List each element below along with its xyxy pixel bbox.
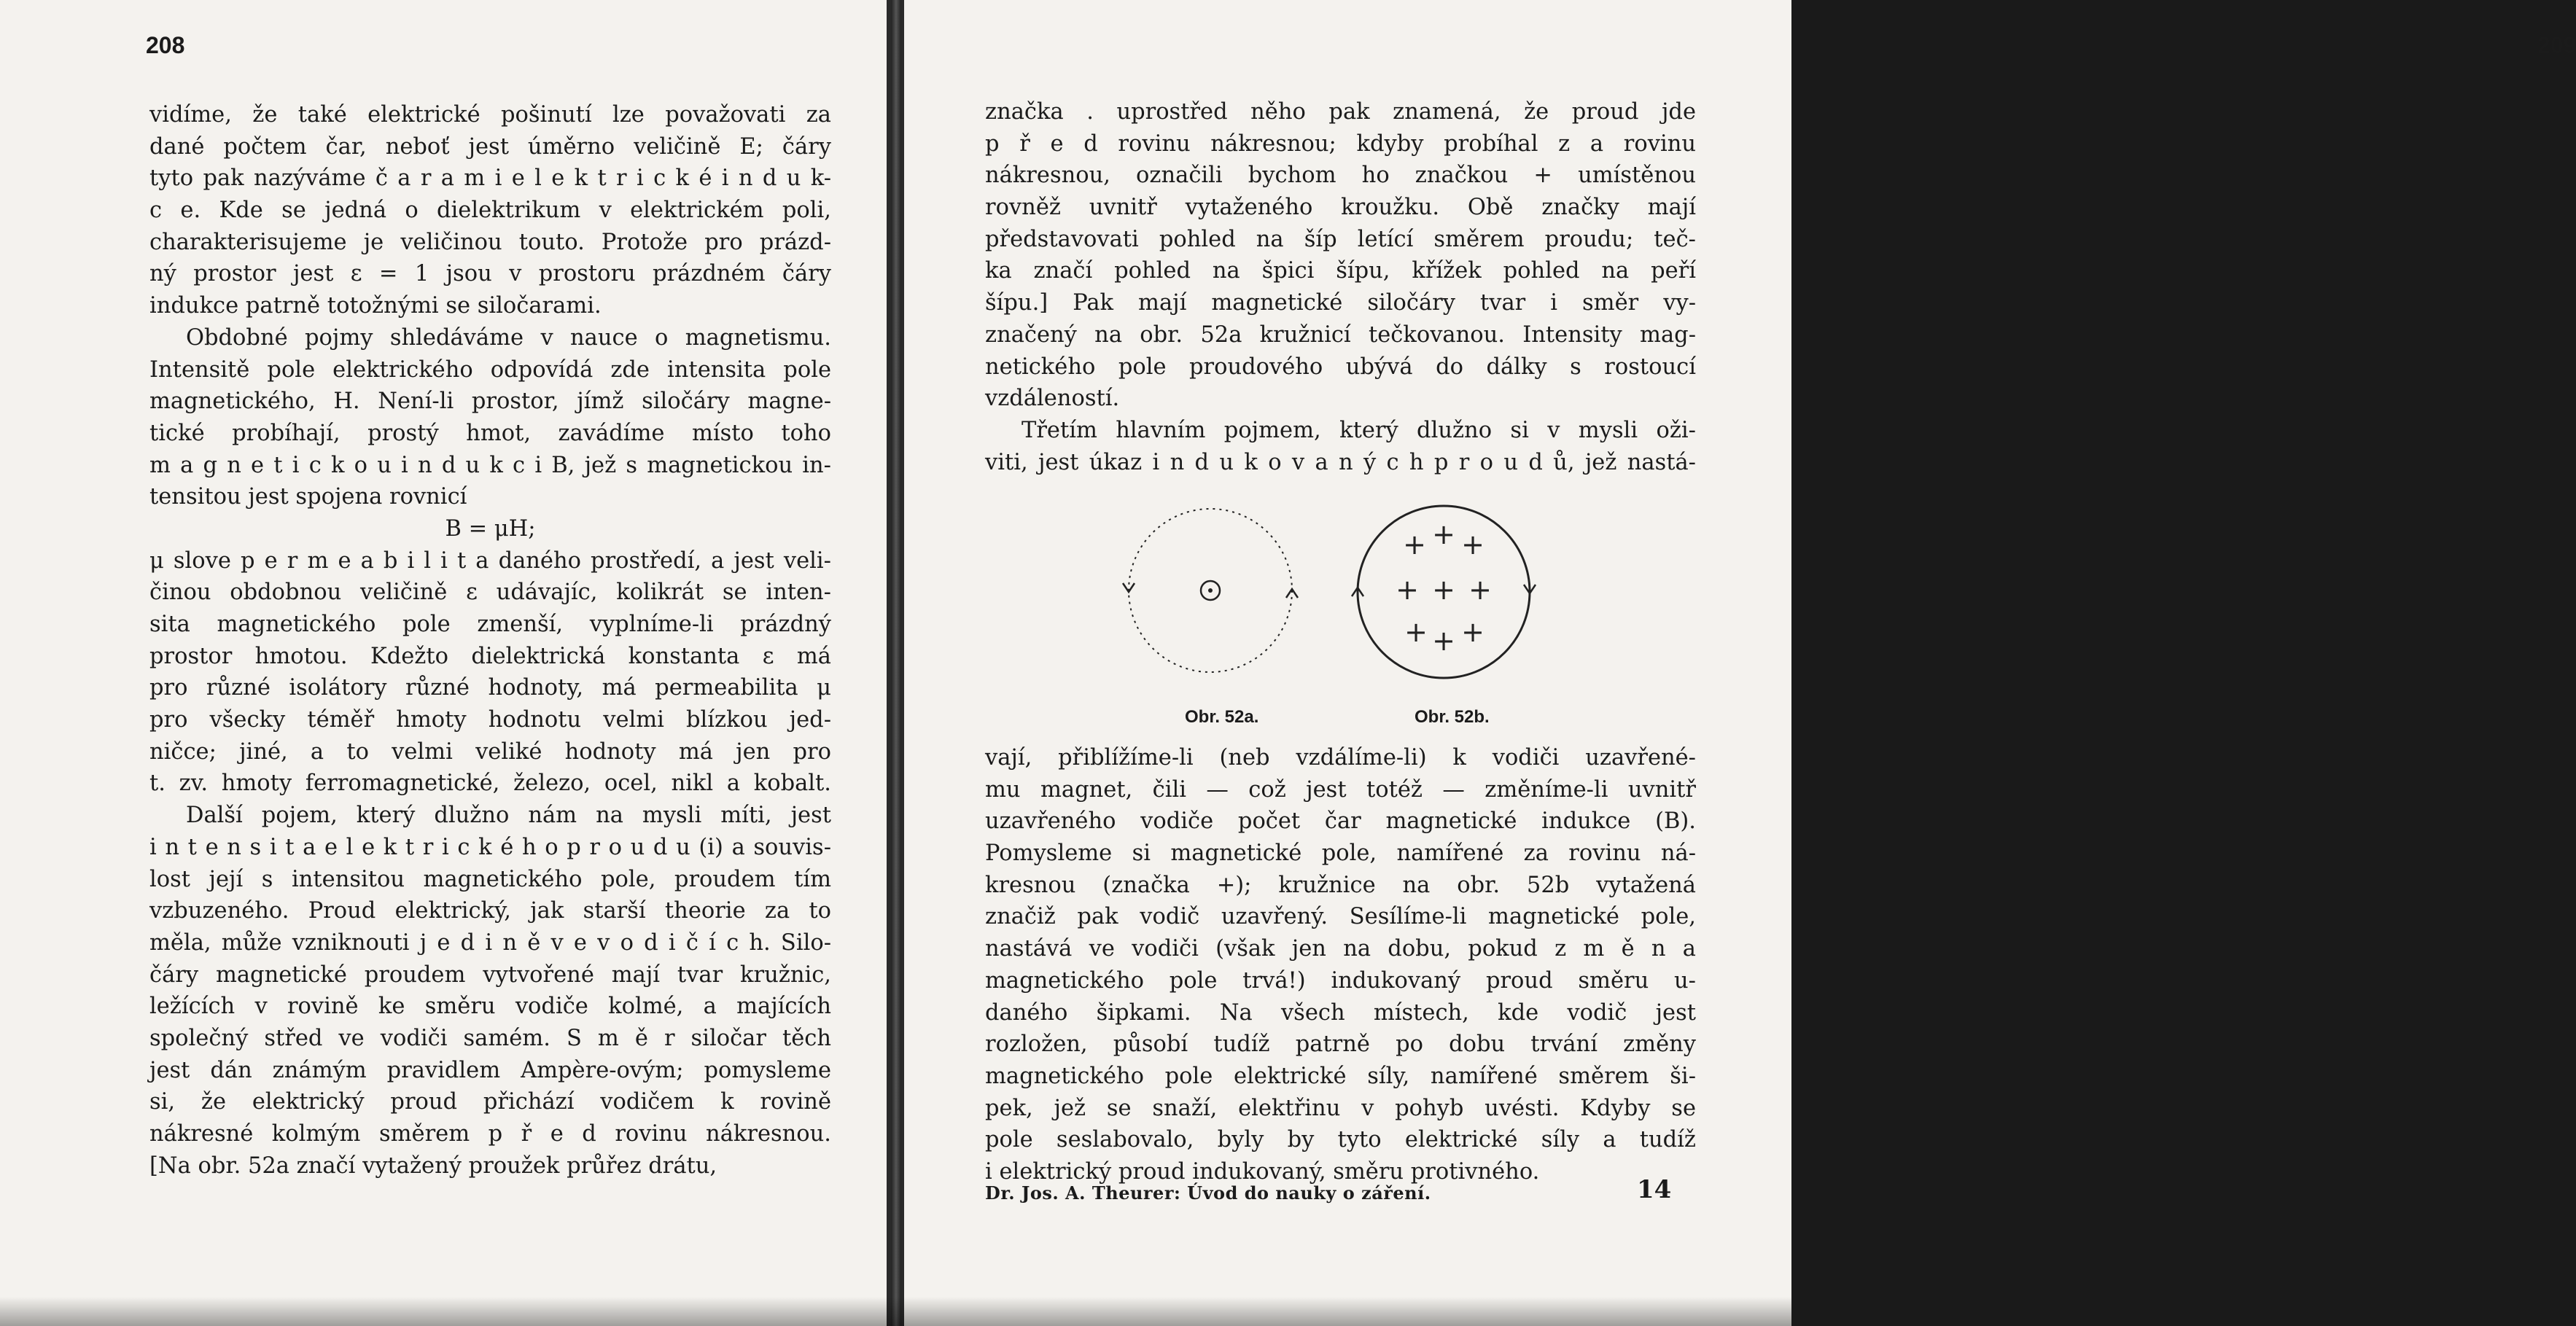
text-line: lost její s intensitou magnetického pole, proudem tím [149,866,831,892]
text-line: uzavřeného vodiče počet čar magnetické indukce (B). [985,808,1696,835]
right-body-text-bottom [985,742,1696,1188]
conductor-dot [1208,588,1213,593]
text-line: magnetického pole trvá!) indukovaný proud směru u- [985,967,1696,994]
figure-52b [1352,506,1536,678]
page-bottom-shadow [0,1297,1791,1326]
text-line: pro všecky téměř hmoty hodnotu velmi blízkou jed- [149,707,831,733]
text-line: prostor hmotou. Kdežto dielektrická konstanta ε má [149,643,831,669]
figure-caption-52b: Obr. 52b. [1415,707,1490,727]
text-line: vzbuzeného. Proud elektrický, jak starší theorie za to [149,898,831,924]
right-page [901,0,2576,1326]
plus-icon: + [1461,616,1484,648]
text-line: rozložen, působí tudíž patrně po dobu trvání změny [985,1031,1696,1058]
page-number: 208 [146,32,185,58]
text-line: daného šipkami. Na všech místech, kde vodič jest [985,999,1696,1026]
text-line: indukce patrně totožnými se siločarami. [149,293,602,319]
text-line: si, že elektrický proud přichází vodičem k rovině [149,1089,831,1115]
text-line: značený na obr. 52a kružnicí tečkovanou. Intensity mag- [985,321,1696,348]
text-line: Obdobné pojmy shledáváme v nauce o magnetismu. [186,324,831,351]
text-line: [Na obr. 52a značí vytažený proužek průřez drátu, [149,1153,717,1179]
text-line: viti, jest úkaz i n d u k o v a n ý c h p r o u d ů, jež nastá- [985,449,1696,475]
plus-icon: + [1432,518,1455,550]
text-line: tyto pak nazýváme č a r a m i e l e k t r i c k é i n d u k- [149,165,831,192]
text-line: Pomysleme si magnetické pole, namířené za rovinu ná- [985,841,1696,867]
text-line: ný prostor jest ε = 1 jsou v prostoru prázdném čáry [149,261,831,287]
text-line: c e. Kde se jedná o dielektrikum v elektrickém poli, [149,198,831,224]
text-line: vidíme, že také elektrické pošinutí lze považovati za [149,102,831,128]
text-line: Intensitě pole elektrického odpovídá zde intensita pole [149,356,831,383]
text-line: B = μH; [445,515,536,542]
arrow-down-icon [1123,583,1135,592]
plus-icon: + [1396,574,1419,606]
text-line: činou obdobnou veličině ε udávajíc, kolikrát se inten- [149,580,831,606]
text-line: t. zv. hmoty ferromagnetické, železo, ocel, nikl a kobalt. [149,771,831,797]
text-line: ničce; jiné, a to velmi veliké hodnoty má jen pro [149,738,831,765]
plus-icon: + [1468,574,1492,606]
text-line: nákresné kolmým směrem p ř e d rovinu nákresnou. [149,1121,831,1147]
plus-icon: + [1432,625,1455,657]
text-line: nákresnou, označili bychom ho značkou + umístěnou [985,163,1696,189]
text-line: Další pojem, který dlužno nám na mysli míti, jest [186,803,831,829]
text-line: společný střed ve vodiči samém. S m ě r siločar těch [149,1025,831,1051]
text-line: pek, jež se snaží, elektřinu v pohyb uvésti. Kdyby se [985,1095,1696,1121]
text-line: měla, může vzniknouti j e d i n ě v e v o d i č í c h. Silo- [149,929,831,956]
text-line: šípu.] Pak mají magnetické siločáry tvar i směr vy- [985,290,1696,316]
book-gutter [891,0,901,1326]
arrow-up-icon [1286,589,1298,598]
text-line: tensitou jest spojena rovnicí [149,484,467,510]
page-number: 209 [2537,32,2576,58]
plus-icon: + [1403,529,1426,561]
text-line: tické probíhají, prostý hmot, zavádíme místo toho [149,420,831,446]
right-body-text-top [985,96,1696,478]
text-line: dané počtem čar, neboť jest úměrno veličině E; čáry [149,133,831,160]
signature-number: 14 [1637,1175,1672,1204]
text-line: značiž pak vodič uzavřený. Sesílíme-li magnetické pole, [985,904,1696,930]
plus-icon: + [1432,574,1455,606]
text-line: kresnou (značka +); kružnice na obr. 52b vytažená [985,872,1696,898]
text-line: rovněž uvnitř vytaženého kroužku. Obě značky mají [985,195,1696,221]
text-line: magnetického pole elektrické síly, namířené směrem ši- [985,1063,1696,1089]
text-line: nastává ve vodiči (však jen na dobu, pokud z m ě n a [985,936,1696,962]
text-line: netického pole proudového ubývá do dálky s rostoucí [985,354,1696,380]
text-line: pole seslabovalo, byly by tyto elektrické síly a tudíž [985,1127,1696,1153]
plus-icon: + [1461,529,1484,561]
left-body-text [149,99,831,1182]
text-line: čáry magnetické proudem vytvořené mají tvar kružnic, [149,962,831,988]
figure-caption-52a: Obr. 52a. [1185,707,1259,727]
left-page [0,0,891,1326]
text-line: Třetím hlavním pojmem, který dlužno si v mysli oži- [1022,417,1696,443]
figure-diagram [1116,496,1626,736]
text-line: i elektrický proud indukovaný, směru protivného. [985,1158,1540,1185]
plus-icon: + [1404,616,1428,648]
text-line: jest dán známým pravidlem Ampère-ovým; pomysleme [149,1057,831,1083]
text-line: mu magnet, čili — což jest totéž — změníme-li uvnitř [985,776,1696,803]
text-line: m a g n e t i c k o u i n d u k c i B, jež s magnetickou in- [149,452,831,478]
text-line: ka značí pohled na špici šípu, křížek pohled na peří [985,258,1696,284]
text-line: p ř e d rovinu nákresnou; kdyby probíhal z a rovinu [985,130,1696,157]
text-line: charakterisujeme je veličinou touto. Protože pro prázd- [149,229,831,255]
figure-52a [1123,509,1298,672]
text-line: pro různé isolátory různé hodnoty, má permeabilita μ [149,675,831,701]
text-line: vzdáleností. [985,386,1120,412]
text-line: značka . uprostřed něho pak znamená, že proud jde [985,99,1696,125]
text-line: i n t e n s i t a e l e k t r i c k é h o p r o u d u (i) a souvis- [149,834,831,860]
text-line: představovati pohled na šíp letící směrem proudu; teč- [985,226,1696,252]
text-line: μ slove p e r m e a b i l i t a daného prostředí, a jest veli- [149,547,831,574]
book-footer: Dr. Jos. A. Theurer: Úvod do nauky o záření. [985,1182,1431,1204]
text-line: magnetického, H. Není-li prostor, jímž siločáry magne- [149,389,831,415]
text-line: ležících v rovině ke směru vodiče kolmé, a majících [149,994,831,1020]
text-line: sita magnetického pole zmenší, vyplníme-li prázdný [149,612,831,637]
figures-52 [1116,496,1626,736]
text-line: vají, přiblížíme-li (neb vzdálíme-li) k vodiči uzavřené- [985,745,1696,771]
